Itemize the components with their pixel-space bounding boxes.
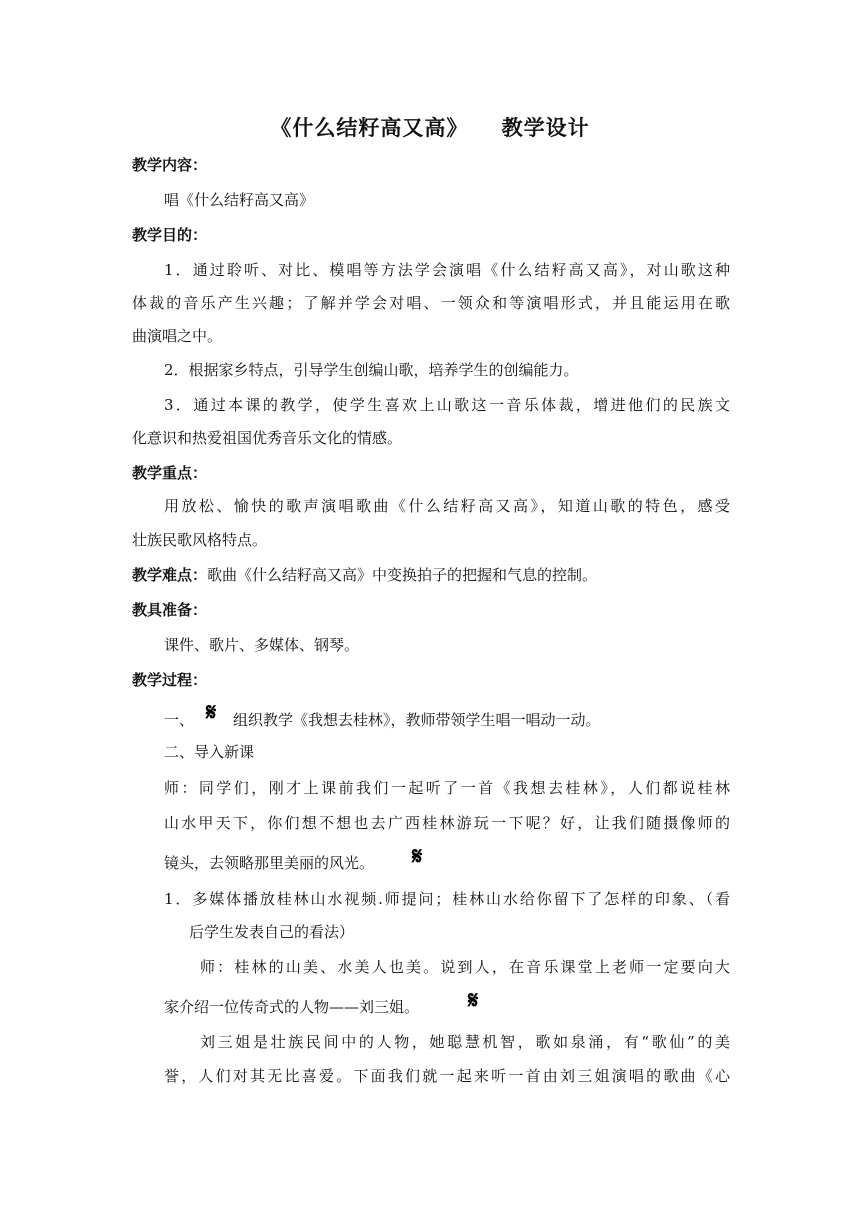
- liu-sanjie-line-2: 誉，人们对其无比喜爱。下面我们就一起来听一首由刘三姐演唱的歌曲《心: [164, 1067, 730, 1085]
- music-note-icon: 𝄋: [206, 698, 217, 726]
- step-1-number: 一、: [164, 711, 195, 729]
- section-heading-key-points: 教学重点：: [132, 464, 208, 482]
- liu-sanjie-line-1: 刘三姐是壮族民间中的人物，她聪慧机智，歌如泉涌，有“歌仙”的美: [200, 1033, 730, 1051]
- teacher-paragraph-2-line-2: 家介绍一位传奇式的人物——刘三姐。: [164, 998, 420, 1016]
- teacher-paragraph-2-line-1: 师：桂林的山美、水美人也美。说到人，在音乐课堂上老师一定要向大: [200, 958, 730, 976]
- goal-1-line-1: 1．通过聆听、对比、模唱等方法学会演唱《什么结籽高又高》，对山歌这种: [164, 261, 730, 279]
- goal-1-line-2: 体裁的音乐产生兴趣；了解并学会对唱、一领众和等演唱形式，并且能运用在歌: [132, 294, 730, 312]
- section-heading-process: 教学过程：: [132, 671, 208, 689]
- music-note-icon: 𝄋: [468, 986, 479, 1014]
- section-heading-content: 教学内容：: [132, 156, 208, 174]
- goal-3-line-2: 化意识和热爱祖国优秀音乐文化的情感。: [132, 429, 403, 447]
- teacher-intro-line-2: 山水甲天下，你们想不想也去广西桂林游玩一下呢？好，让我们随摄像师的: [164, 814, 730, 832]
- page-title: 《什么结籽高又高》 教学设计: [270, 116, 590, 140]
- teacher-intro-line-1: 师：同学们，刚才上课前我们一起听了一首《我想去桂林》，人们都说桂林: [164, 779, 730, 797]
- content-text: 唱《什么结籽高又高》: [164, 191, 315, 209]
- goal-1-line-3: 曲演唱之中。: [132, 327, 223, 345]
- key-points-line-2: 壮族民歌风格特点。: [132, 531, 268, 549]
- item-1-line-1: 1．多媒体播放桂林山水视频.师提问；桂林山水给你留下了怎样的印象、（看: [164, 890, 730, 908]
- step-1-text: 组织教学《我想去桂林》，教师带领学生唱一唱动一动。: [233, 711, 601, 729]
- section-heading-tools: 教具准备：: [132, 601, 208, 619]
- step-2-heading: 二、导入新课: [164, 743, 255, 761]
- tools-text: 课件、歌片、多媒体、钢琴。: [164, 636, 360, 654]
- goal-3-line-1: 3．通过本课的教学，使学生喜欢上山歌这一音乐体裁，增进他们的民族文: [164, 396, 730, 414]
- difficulty-row: [132, 565, 597, 585]
- key-points-line-1: 用放松、愉快的歌声演唱歌曲《什么结籽高又高》，知道山歌的特色，感受: [164, 497, 730, 515]
- section-heading-difficulty: 教学难点：: [132, 566, 208, 584]
- music-note-icon: 𝄋: [412, 842, 423, 870]
- goal-2: 2．根据家乡特点，引导学生创编山歌，培养学生的创编能力。: [164, 361, 579, 379]
- teacher-intro-line-3: 镜头，去领略那里美丽的风光。: [164, 854, 375, 872]
- item-1-line-2: 后学生发表自己的看法）: [189, 923, 355, 941]
- difficulty-text: 歌曲《什么结籽高又高》中变换拍子的把握和气息的控制。: [207, 566, 598, 584]
- section-heading-goals: 教学目的：: [132, 226, 208, 244]
